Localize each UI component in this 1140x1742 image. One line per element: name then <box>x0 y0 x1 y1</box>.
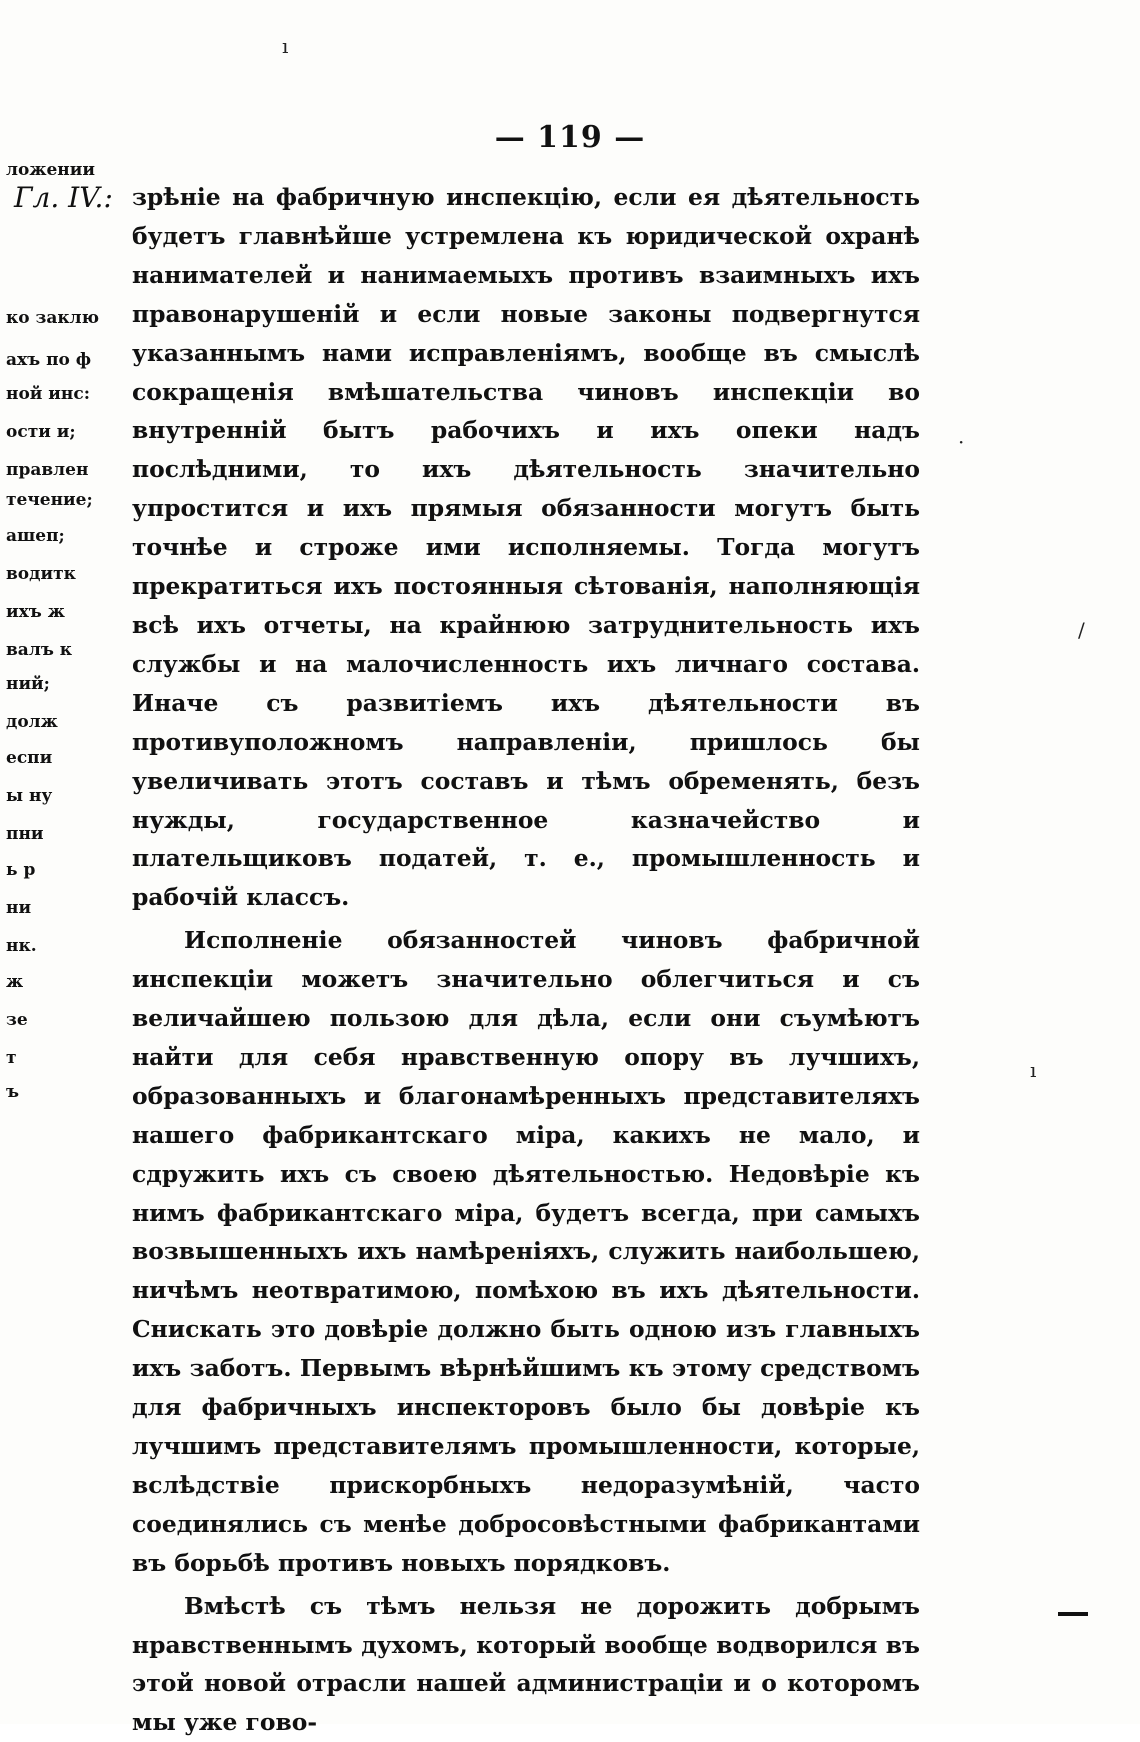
margin-fragment: долж <box>6 712 58 732</box>
margin-fragment: нк. <box>6 936 37 956</box>
margin-fragment: ъ <box>6 1082 20 1102</box>
paragraph: Вмѣстѣ съ тѣмъ нельзя не дорожить добрымъ нравственнымъ духомъ, который вообще водворился въ этой новой отрасли нашей администраціи и о которомъ мы уже гово- <box>132 1591 920 1737</box>
scan-dash <box>1058 1612 1088 1616</box>
paragraph: зрѣніе на фабричную инспекцію, если ея дѣятельность будетъ главнѣйше устремлена къ юридической охранѣ нанимателей и нанимаемыхъ противъ взаимныхъ ихъ правонарушеній и если новые законы подвергнутся указаннымъ нами исправленіямъ, вообще въ смыслѣ сокращенія вмѣшательства чиновъ инспекціи во внутренній бытъ рабочихъ и ихъ опеки надъ послѣдними, то ихъ дѣятельность значительно упростится и ихъ прямыя обязанности могутъ быть точнѣе и строже ими исполняемы. Тогда могутъ прекратиться ихъ постоянныя сѣтованія, наполняющія всѣ ихъ отчеты, на крайнюю затруднительность ихъ службы и на малочисленность ихъ личнаго состава. Иначе съ развитіемъ ихъ дѣятельности въ противуположномъ направленіи, пришлось бы увеличивать этотъ составъ и тѣмъ обременять, безъ нужды, государственное казначейство и плательщиковъ податей, т. е., промышленность и рабочій классъ. <box>132 183 920 912</box>
margin-fragment: ной инс: <box>6 384 90 404</box>
margin-fragment: ь р <box>6 860 36 880</box>
margin-fragment: ложении <box>6 160 95 180</box>
margin-fragment: пни <box>6 824 44 844</box>
margin-fragment: ж <box>6 972 24 992</box>
margin-fragment: ы ну <box>6 786 53 806</box>
margin-fragment: течение; <box>6 490 93 510</box>
margin-fragment: т <box>6 1048 17 1068</box>
scan-speck: ı <box>1030 1058 1037 1082</box>
scan-speck: ı <box>282 34 289 58</box>
margin-fragment: ний; <box>6 674 50 694</box>
body-text <box>132 178 920 1742</box>
margin-fragment: водитк <box>6 564 76 584</box>
margin-chapter-ref: Гл. IV.: <box>14 181 113 214</box>
margin-fragment: ости и; <box>6 422 76 442</box>
margin-fragment: ашеп; <box>6 526 65 546</box>
page-number: — 119 — <box>494 120 646 155</box>
margin-fragment: ахъ по ф <box>6 350 92 370</box>
scan-speck: / <box>1078 618 1085 642</box>
margin-fragment: ко заклю <box>6 308 100 328</box>
margin-fragment: зе <box>6 1010 28 1030</box>
margin-fragment: ихъ ж <box>6 602 65 622</box>
margin-fragment: ни <box>6 898 32 918</box>
scan-speck: · <box>958 430 965 454</box>
paragraph: Исполненіе обязанностей чиновъ фабричной инспекціи можетъ значительно облегчиться и съ величайшею пользою для дѣла, если они съумѣютъ найти для себя нравственную опору въ лучшихъ, образованныхъ и благонамѣренныхъ представителяхъ нашего фабрикантскаго міра, какихъ не мало, и сдружить ихъ съ своею дѣятельностью. Недовѣріе къ нимъ фабрикантскаго міра, будетъ всегда, при самыхъ возвышенныхъ ихъ намѣреніяхъ, служить наибольшею, ничѣмъ неотвратимою, помѣхою въ ихъ дѣятельности. Снискать это довѣріе должно быть одною изъ главныхъ ихъ заботъ. Первымъ вѣрнѣйшимъ къ этому средствомъ для фабричныхъ инспекторовъ было бы довѣріе къ лучшимъ представителямъ промышленности, которые, вслѣдствіе прискорбныхъ недоразумѣній, часто соединялись съ менѣе добросовѣстными фабрикантами въ борьбѣ противъ новыхъ порядковъ. <box>132 926 920 1577</box>
margin-fragment: правлен <box>6 460 89 480</box>
margin-fragment: еспи <box>6 748 53 768</box>
margin-fragment: валъ к <box>6 640 73 660</box>
